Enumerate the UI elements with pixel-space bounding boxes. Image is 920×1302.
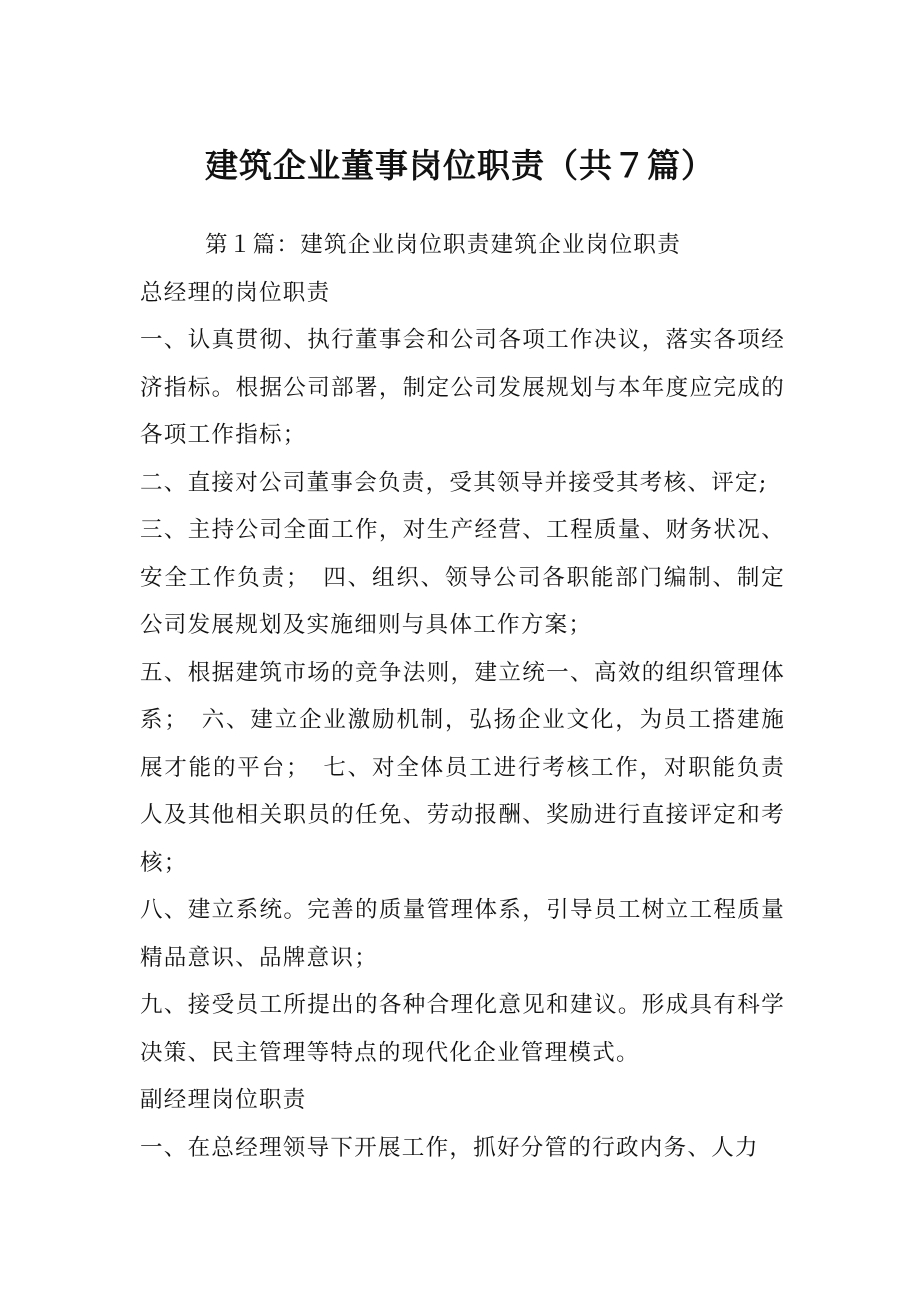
paragraph: 三、主持公司全面工作，对生产经营、工程质量、财务状况、安全工作负责； 四、组织、领导公司各职能部门编制、制定公司发展规划及实施细则与具体工作方案； xyxy=(140,517,785,638)
paragraph: 五、根据建筑市场的竞争法则，建立统一、高效的组织管理体系； 六、建立企业激励机制，弘扬企业文化，为员工搭建施展才能的平台； 七、对全体员工进行考核工作，对职能负责人及其他相关职员的任免、劳动报酬、奖励进行直接评定和考核； xyxy=(140,659,785,876)
document-title: 建筑企业董事岗位职责（共７篇） xyxy=(205,146,715,185)
paragraph: 九、接受员工所提出的各种合理化意见和建议。形成具有科学决策、民主管理等特点的现代化企业管理模式。 xyxy=(140,992,785,1066)
paragraph: 八、建立系统。完善的质量管理体系，引导员工树立工程质量精品意识、品牌意识； xyxy=(140,897,785,971)
subsection-heading-general-manager: 总经理的岗位职责 xyxy=(140,279,331,306)
section-heading: 第１篇：建筑企业岗位职责建筑企业岗位职责 xyxy=(205,232,682,258)
paragraph: 一、在总经理领导下开展工作，抓好分管的行政内务、人力 xyxy=(140,1134,759,1161)
paragraph: 一、认真贯彻、执行董事会和公司各项工作决议，落实各项经济指标。根据公司部署，制定公司发展规划与本年度应完成的各项工作指标； xyxy=(140,327,785,448)
subsection-heading-deputy-manager: 副经理岗位职责 xyxy=(140,1087,307,1113)
paragraph: 二、直接对公司董事会负责，受其领导并接受其考核、评定; xyxy=(140,469,768,496)
document-body xyxy=(140,222,785,1172)
